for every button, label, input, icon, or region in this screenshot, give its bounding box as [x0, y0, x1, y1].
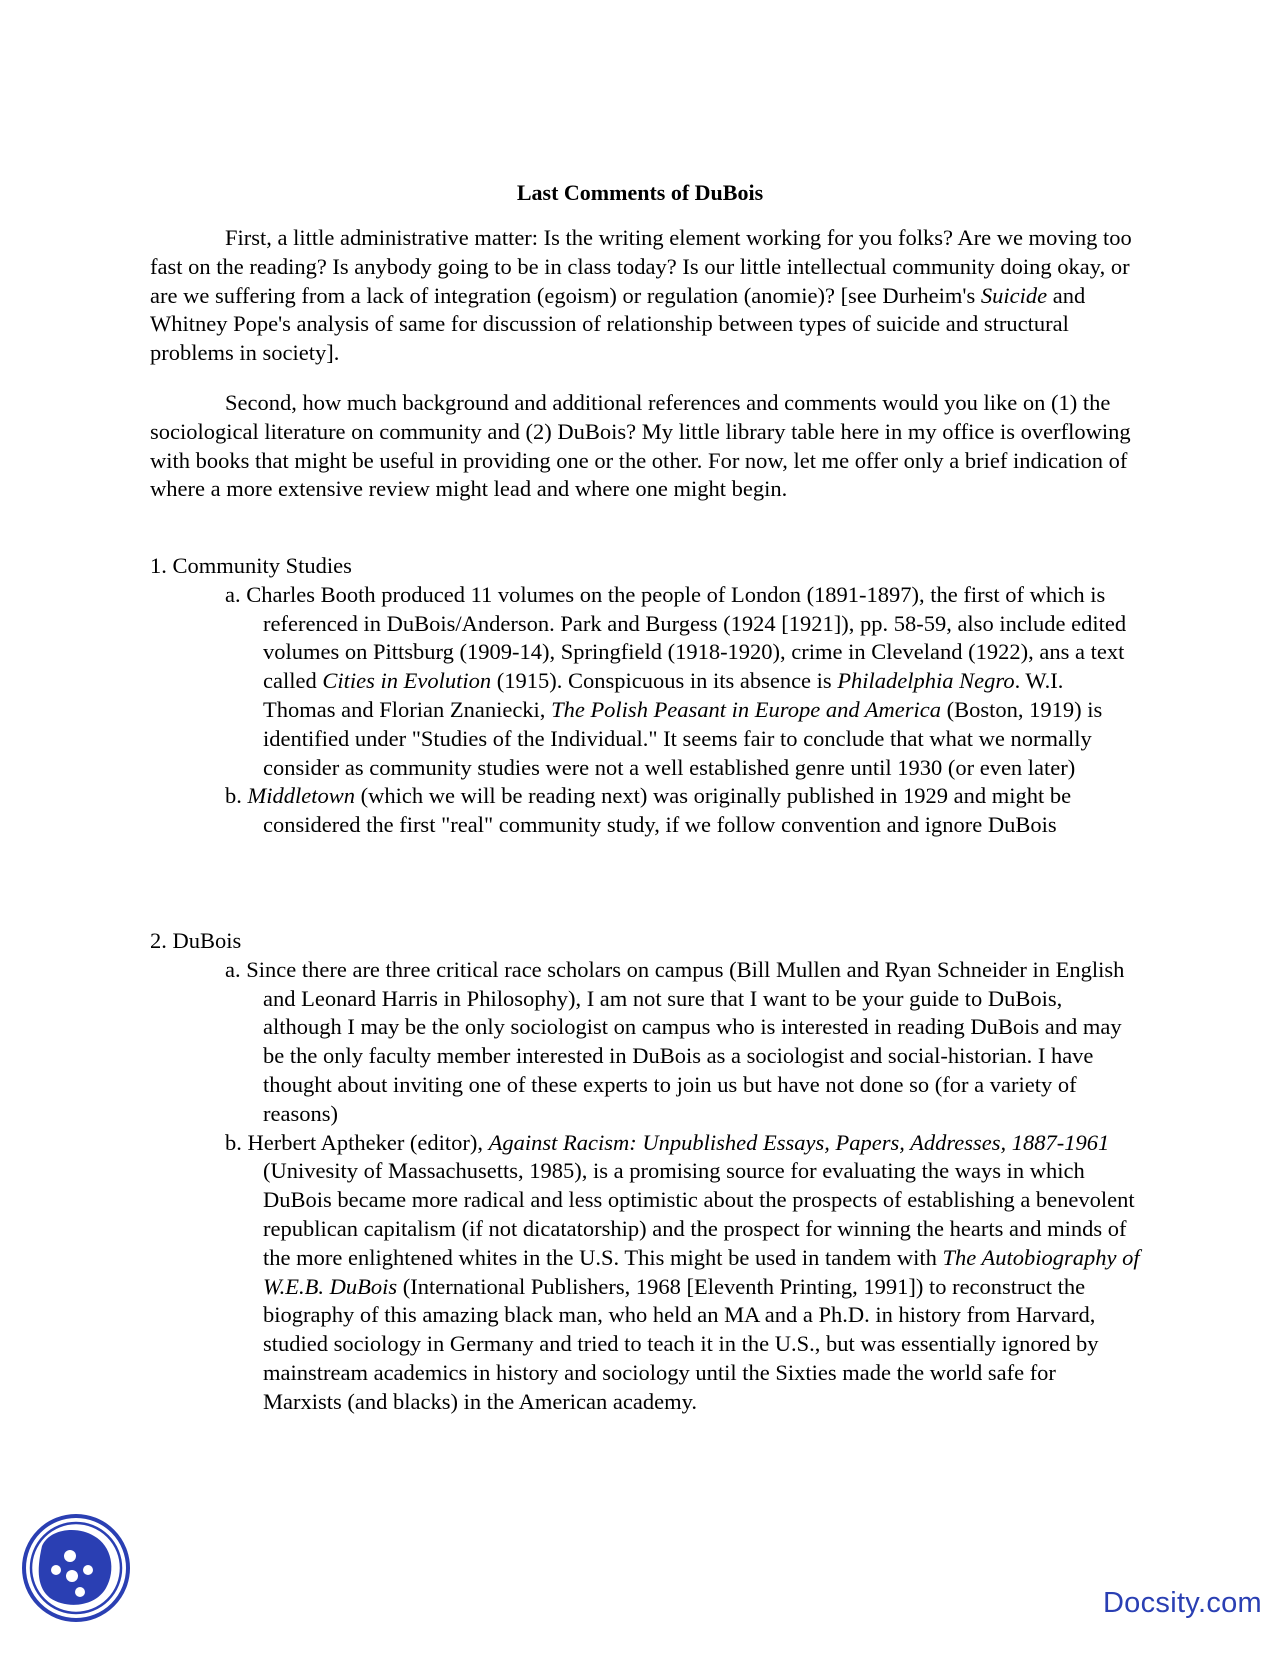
- section-heading: 1. Community Studies: [150, 553, 352, 578]
- list-item: a. Since there are three critical race scholars on campus (Bill Mullen and Ryan Schneider in English and Leonard Harris in Philosophy), I am not sure that I want to be your guide to DuBois, although I may be the only sociologist on campus who is interested in reading DuBois and may be the only faculty member interested in DuBois as a sociologist and social-historian. I have thought about inviting one of these experts to join us but have not done so (for a variety of reasons): [225, 956, 1125, 1126]
- docsity-logo-icon[interactable]: [20, 1512, 132, 1624]
- list-item: b. Herbert Aptheker (editor), Against Racism: Unpublished Essays, Papers, Addresses, 1887-1961 (Univesity of Massachusetts, 1985), is a promising source for evaluating the ways in which DuBois became more radical and less optimistic about the prospects of establishing a benevolent republican capitalism (if not dicatatorship) and the prospect for winning the hearts and minds of the more enlightened whites in the U.S. This might be used in tandem with The Autobiography of W.E.B. DuBois (International Publishers, 1968 [Eleventh Printing, 1991]) to reconstruct the biography of this amazing black man, who held an MA and a Ph.D. in history from Harvard, studied sociology in Germany and tried to teach it in the U.S., but was essentially ignored by mainstream academics in history and sociology until the Sixties made the world safe for Marxists (and blacks) in the American academy.: [225, 1129, 1140, 1414]
- section-dubois: [150, 927, 1140, 1417]
- paragraph-administrative: [150, 224, 1140, 368]
- paragraph-1-text: First, a little administrative matter: Is the writing element working for you folks? Are we moving too fast on the reading? Is anybody going to be in class today? Is our little intellectual community doing okay, or are we suffering from a lack of integration (egoism) or regulation (anomie)? [see Durheim's Suicide and Whitney Pope's analysis of same for discussion of relationship between types of suicide and structural problems in society].: [150, 225, 1132, 366]
- section-community-studies: [150, 552, 1140, 840]
- list-item: a. Charles Booth produced 11 volumes on the people of London (1891-1897), the first of which is referenced in DuBois/Anderson. Park and Burgess (1924 [1921]), pp. 58-59, also include edited volumes on Pittsburg (1909-14), Springfield (1918-1920), crime in Cleveland (1922), ans a text called Cities in Evolution (1915). Conspicuous in its absence is Philadelphia Negro. W.I. Thomas and Florian Znaniecki, The Polish Peasant in Europe and America (Boston, 1919) is identified under "Studies of the Individual." It seems fair to conclude that what we normally consider as community studies were not a well established genre until 1930 (or even later): [225, 581, 1127, 780]
- docsity-brand-link[interactable]: Docsity.com: [1102, 1587, 1262, 1619]
- paragraph-background: [150, 389, 1140, 504]
- list-item: b. Middletown (which we will be reading next) was originally published in 1929 and might be considered the first "real" community study, if we follow convention and ignore DuBois: [225, 783, 1072, 838]
- document-title: Last Comments of DuBois: [516, 180, 764, 205]
- paragraph-2-text: Second, how much background and additional references and comments would you like on (1) the sociological literature on community and (2) DuBois? My little library table here in my office is overflowing with books that might be useful in providing one or the other. For now, let me offer only a brief indication of where a more extensive review might lead and where one might begin.: [150, 390, 1131, 502]
- section-heading: 2. DuBois: [150, 928, 242, 953]
